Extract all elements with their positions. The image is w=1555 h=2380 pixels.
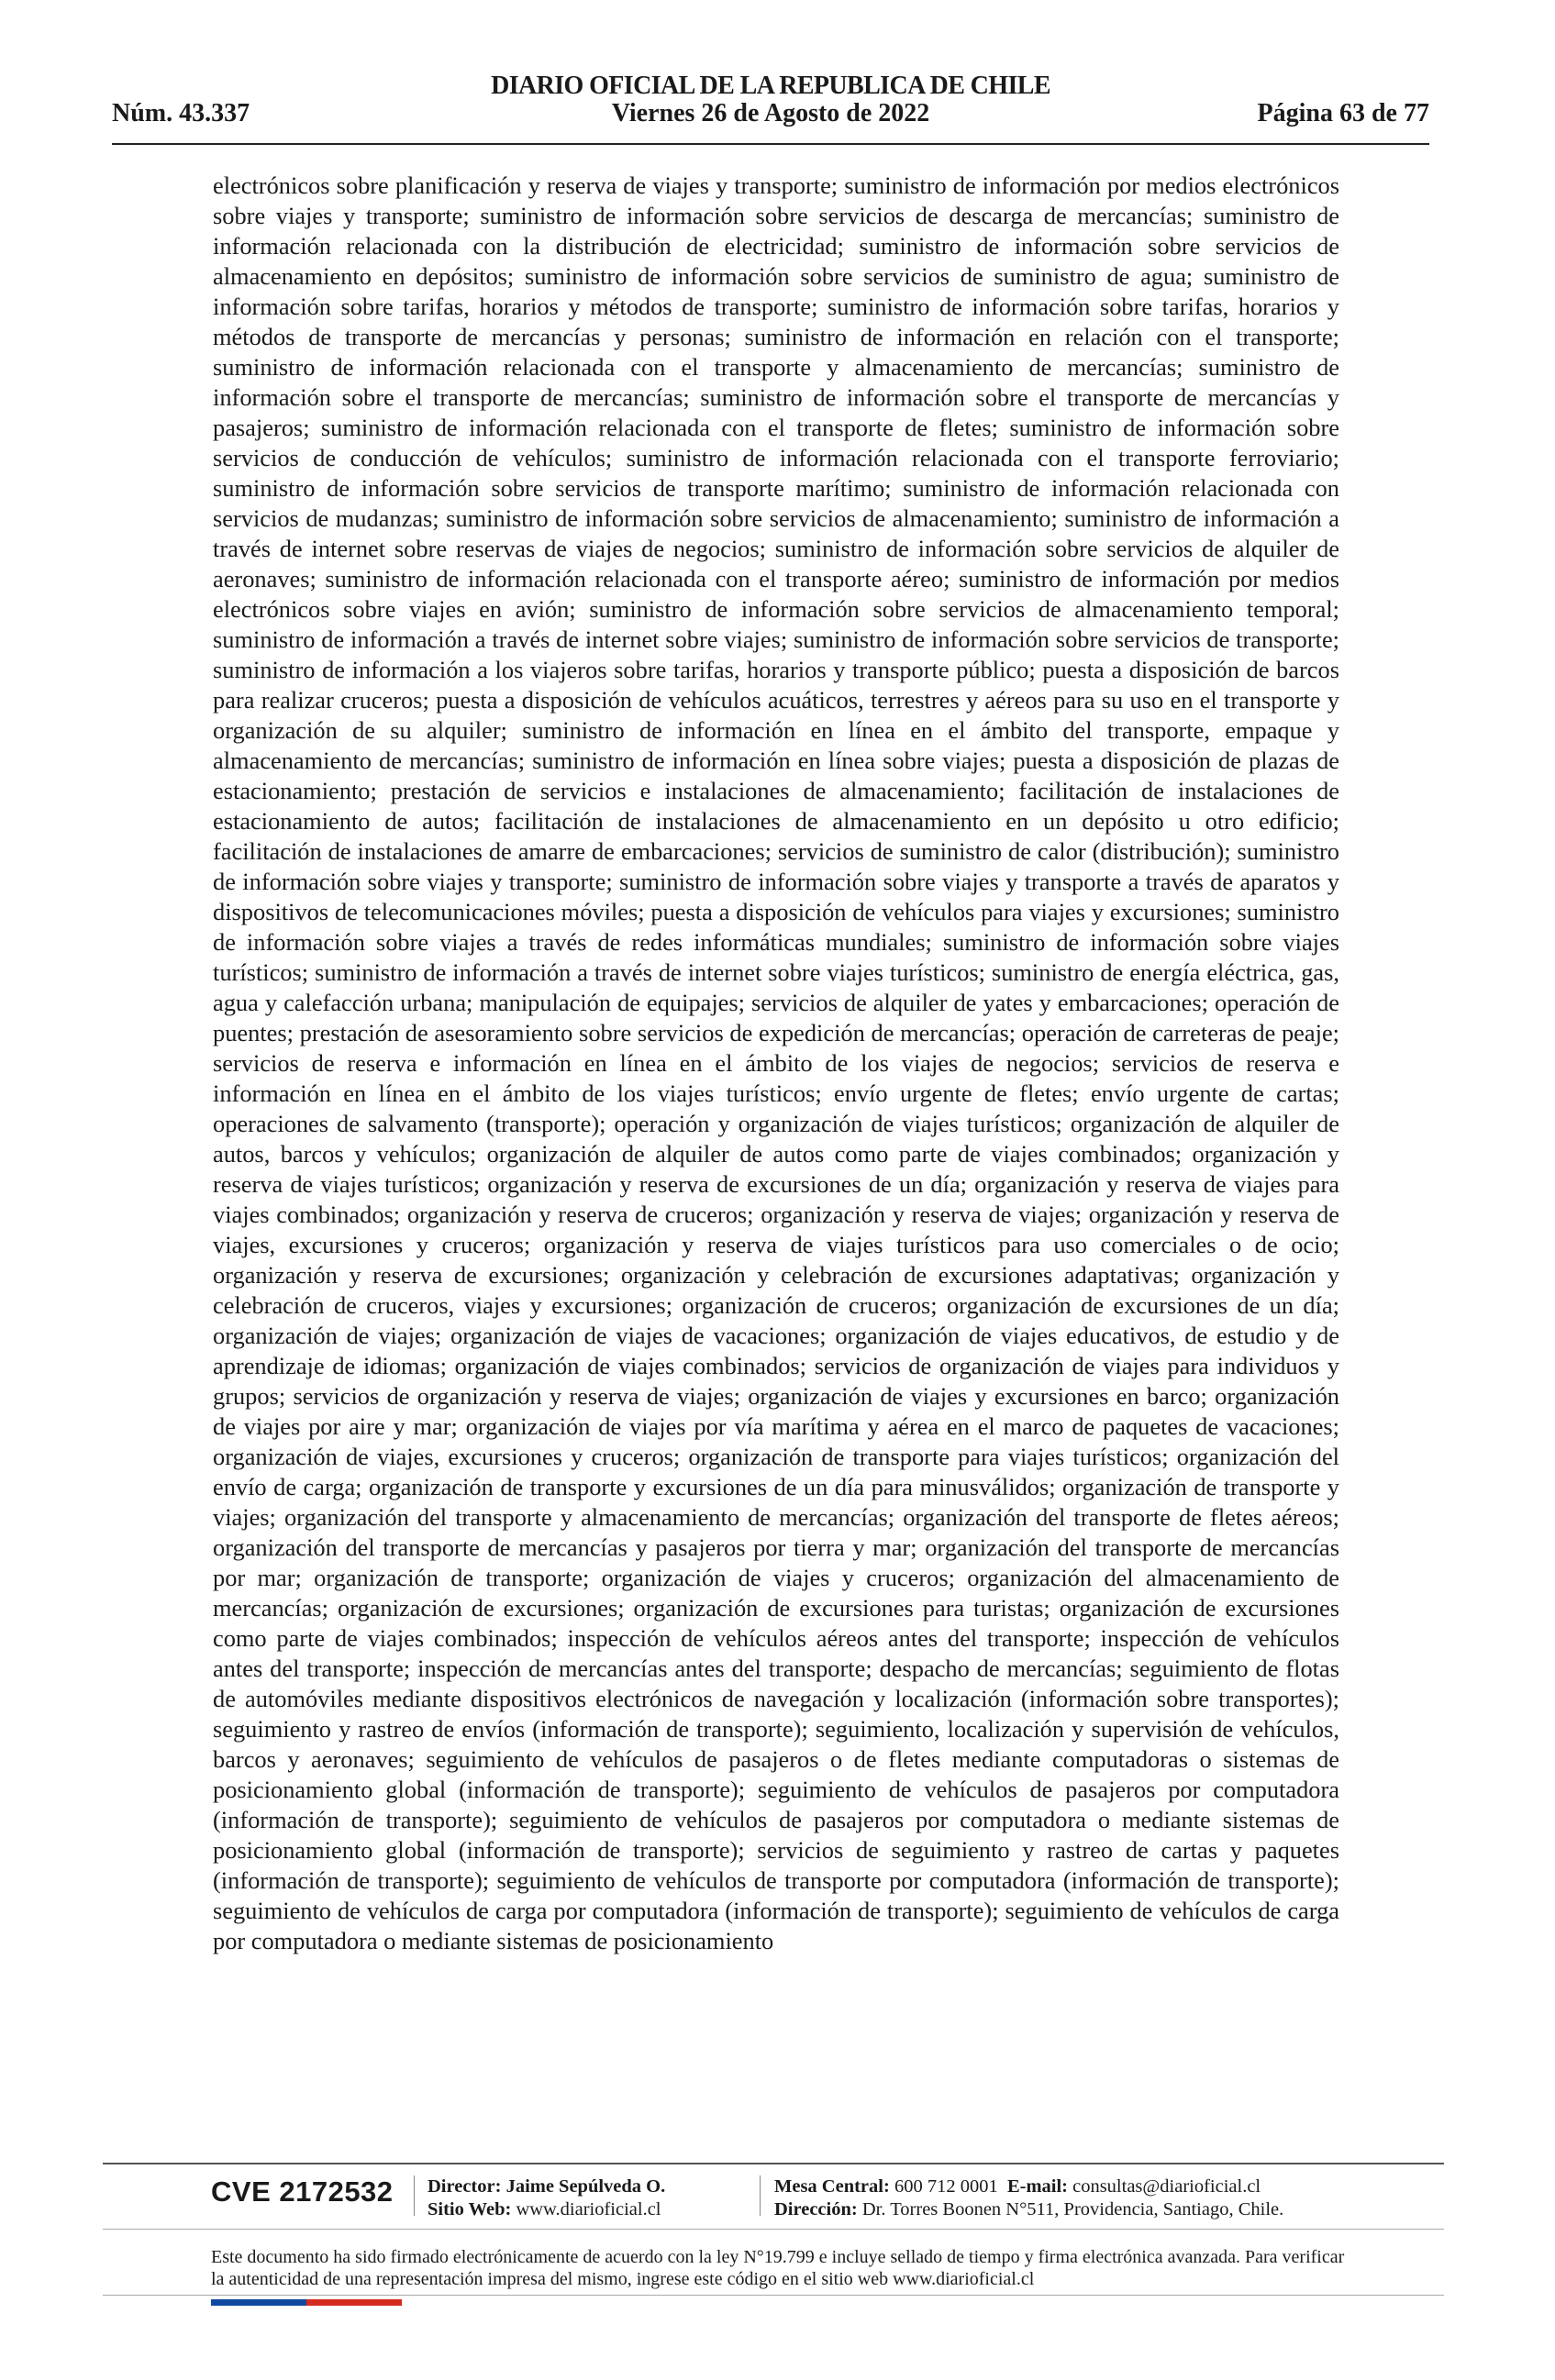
contact-line	[774, 2175, 1283, 2198]
header-divider	[112, 143, 1429, 145]
footer-divider-top	[103, 2163, 1444, 2164]
footer-divider-bottom	[103, 2295, 1444, 2296]
website-label: Sitio Web:	[428, 2199, 512, 2219]
flag-red-band	[306, 2299, 402, 2306]
footer-divider-middle	[103, 2229, 1444, 2230]
issue-date: Viernes 26 de Agosto de 2022	[611, 99, 930, 127]
phone-label: Mesa Central:	[774, 2176, 890, 2197]
footer-contact-block	[774, 2175, 1283, 2221]
body-paragraph: electrónicos sobre planificación y reserva de viajes y transporte; suministro de información por medios electrónicos sobre viajes y transporte; suministro de información sobre servicios de descarga de mercancías; suministro de información relacionada con la distribución de electricidad; suministro de información sobre servicios de almacenamiento en depósitos; suministro de información sobre servicios de suministro de agua; suministro de información sobre tarifas, horarios y métodos de transporte; suministro de información sobre tarifas, horarios y métodos de transporte de mercancías y personas; suministro de información en relación con el transporte; suministro de información relacionada con el transporte y almacenamiento de mercancías; suministro de información sobre el transporte de mercancías; suministro de información sobre el transporte de mercancías y pasajeros; suministro de información relacionada con el transporte de fletes; suministro de información sobre servicios de conducción de vehículos; suministro de información relacionada con el transporte ferroviario; suministro de información sobre servicios de transporte marítimo; suministro de información relacionada con servicios de mudanzas; suministro de información sobre servicios de almacenamiento; suministro de información a través de internet sobre reservas de viajes de negocios; suministro de información sobre servicios de alquiler de aeronaves; suministro de información relacionada con el transporte aéreo; suministro de información por medios electrónicos sobre viajes en avión; suministro de información sobre servicios de almacenamiento temporal; suministro de información a través de internet sobre viajes; suministro de información sobre servicios de transporte; suministro de información a los viajeros sobre tarifas, horarios y transporte público; puesta a disposición de barcos para realizar cruceros; puesta a disposición de vehículos acuáticos, terrestres y aéreos para su uso en el transporte y organización de su alquiler; suministro de información en línea en el ámbito del transporte, empaque y almacenamiento de mercancías; suministro de información en línea sobre viajes; puesta a disposición de plazas de estacionamiento; prestación de servicios e instalaciones de almacenamiento; facilitación de instalaciones de estacionamiento de autos; facilitación de instalaciones de almacenamiento en un depósito u otro edificio; facilitación de instalaciones de amarre de embarcaciones; servicios de suministro de calor (distribución); suministro de información sobre viajes y transporte; suministro de información sobre viajes y transporte a través de aparatos y dispositivos de telecomunicaciones móviles; puesta a disposición de vehículos para viajes y excursiones; suministro de información sobre viajes a través de redes informáticas mundiales; suministro de información sobre viajes turísticos; suministro de información a través de internet sobre viajes turísticos; suministro de energía eléctrica, gas, agua y calefacción urbana; manipulación de equipajes; servicios de alquiler de yates y embarcaciones; operación de puentes; prestación de asesoramiento sobre servicios de expedición de mercancías; operación de carreteras de peaje; servicios de reserva e información en línea en el ámbito de los viajes de negocios; servicios de reserva e información en línea en el ámbito de los viajes turísticos; envío urgente de fletes; envío urgente de cartas; operaciones de salvamento (transporte); operación y organización de viajes turísticos; organización de alquiler de autos, barcos y vehículos; organización de alquiler de autos como parte de viajes combinados; organización y reserva de viajes turísticos; organización y reserva de excursiones de un día; organización y reserva de viajes para viajes combinados; organización y reserva de cruceros; organización y reserva de viajes; organización y reserva de viajes, excursiones y cruceros; organización y reserva de viajes turísticos para uso comerciales o de ocio; organización y reserva de excursiones; organización y celebración de excursiones adaptativas; organización y celebración de cruceros, viajes y excursiones; organización de cruceros; organización de excursiones de un día; organización de viajes; organización de viajes de vacaciones; organización de viajes educativos, de estudio y de aprendizaje de idiomas; organización de viajes combinados; servicios de organización de viajes para individuos y grupos; servicios de organización y reserva de viajes; organización de viajes y excursiones en barco; organización de viajes por aire y mar; organización de viajes por vía marítima y aérea en el marco de paquetes de vacaciones; organización de viajes, excursiones y cruceros; organización de transporte para viajes turísticos; organización del envío de carga; organización de transporte y excursiones de un día para minusválidos; organización de transporte y viajes; organización del transporte y almacenamiento de mercancías; organización del transporte de fletes aéreos; organización del transporte de mercancías y pasajeros por tierra y mar; organización del transporte de mercancías por mar; organización de transporte; organización de viajes y cruceros; organización del almacenamiento de mercancías; organización de excursiones; organización de excursiones para turistas; organización de excursiones como parte de viajes combinados; inspección de vehículos aéreos antes del transporte; inspección de vehículos antes del transporte; inspección de mercancías antes del transporte; despacho de mercancías; seguimiento de flotas de automóviles mediante dispositivos electrónicos de navegación y localización (información sobre transportes); seguimiento y rastreo de envíos (información de transporte); seguimiento, localización y supervisión de vehículos, barcos y aeronaves; seguimiento de vehículos de pasajeros o de fletes mediante computadoras o sistemas de posicionamiento global (información de transporte); seguimiento de vehículos de pasajeros por computadora (información de transporte); seguimiento de vehículos de pasajeros por computadora o mediante sistemas de posicionamiento global (información de transporte); servicios de seguimiento y rastreo de cartas y paquetes (información de transporte); seguimiento de vehículos de transporte por computadora (información de transporte); seguimiento de vehículos de carga por computadora (información de transporte); seguimiento de vehículos de carga por computadora o mediante sistemas de posicionamiento	[213, 172, 1339, 1954]
address-line	[774, 2198, 1283, 2221]
page-header	[112, 72, 1429, 145]
flag-blue-band	[211, 2299, 306, 2306]
director-line	[428, 2175, 665, 2198]
website-link[interactable]: www.diarioficial.cl	[516, 2199, 661, 2219]
legal-notice: Este documento ha sido firmado electrónicamente de acuerdo con la ley N°19.799 e incluye sellado de tiempo y firma electrónica avanzada. Para verificar la autenticidad de una representación impresa del mismo, ingrese este código en el sitio web www.diarioficial.cl	[211, 2247, 1345, 2289]
page-number: Página 63 de 77	[1257, 99, 1429, 127]
director-label: Director:	[428, 2176, 502, 2197]
footer-separator-1	[414, 2175, 415, 2216]
address-value: Dr. Torres Boonen N°511, Providencia, Santiago, Chile.	[861, 2199, 1284, 2219]
director-value: Jaime Sepúlveda O.	[505, 2176, 666, 2197]
address-label: Dirección:	[774, 2199, 858, 2219]
footer-director-block	[428, 2175, 665, 2221]
masthead-title: DIARIO OFICIAL DE LA REPUBLICA DE CHILE	[491, 72, 1050, 100]
footer-separator-2	[760, 2175, 761, 2216]
email-label: E-mail:	[1006, 2176, 1068, 2197]
chile-flag-stripe	[211, 2299, 402, 2306]
email-link[interactable]: consultas@diarioficial.cl	[1072, 2176, 1261, 2197]
issue-number: Núm. 43.337	[112, 99, 250, 127]
website-line	[428, 2198, 665, 2221]
phone-value: 600 712 0001	[894, 2176, 998, 2197]
cve-code: CVE 2172532	[211, 2175, 394, 2208]
